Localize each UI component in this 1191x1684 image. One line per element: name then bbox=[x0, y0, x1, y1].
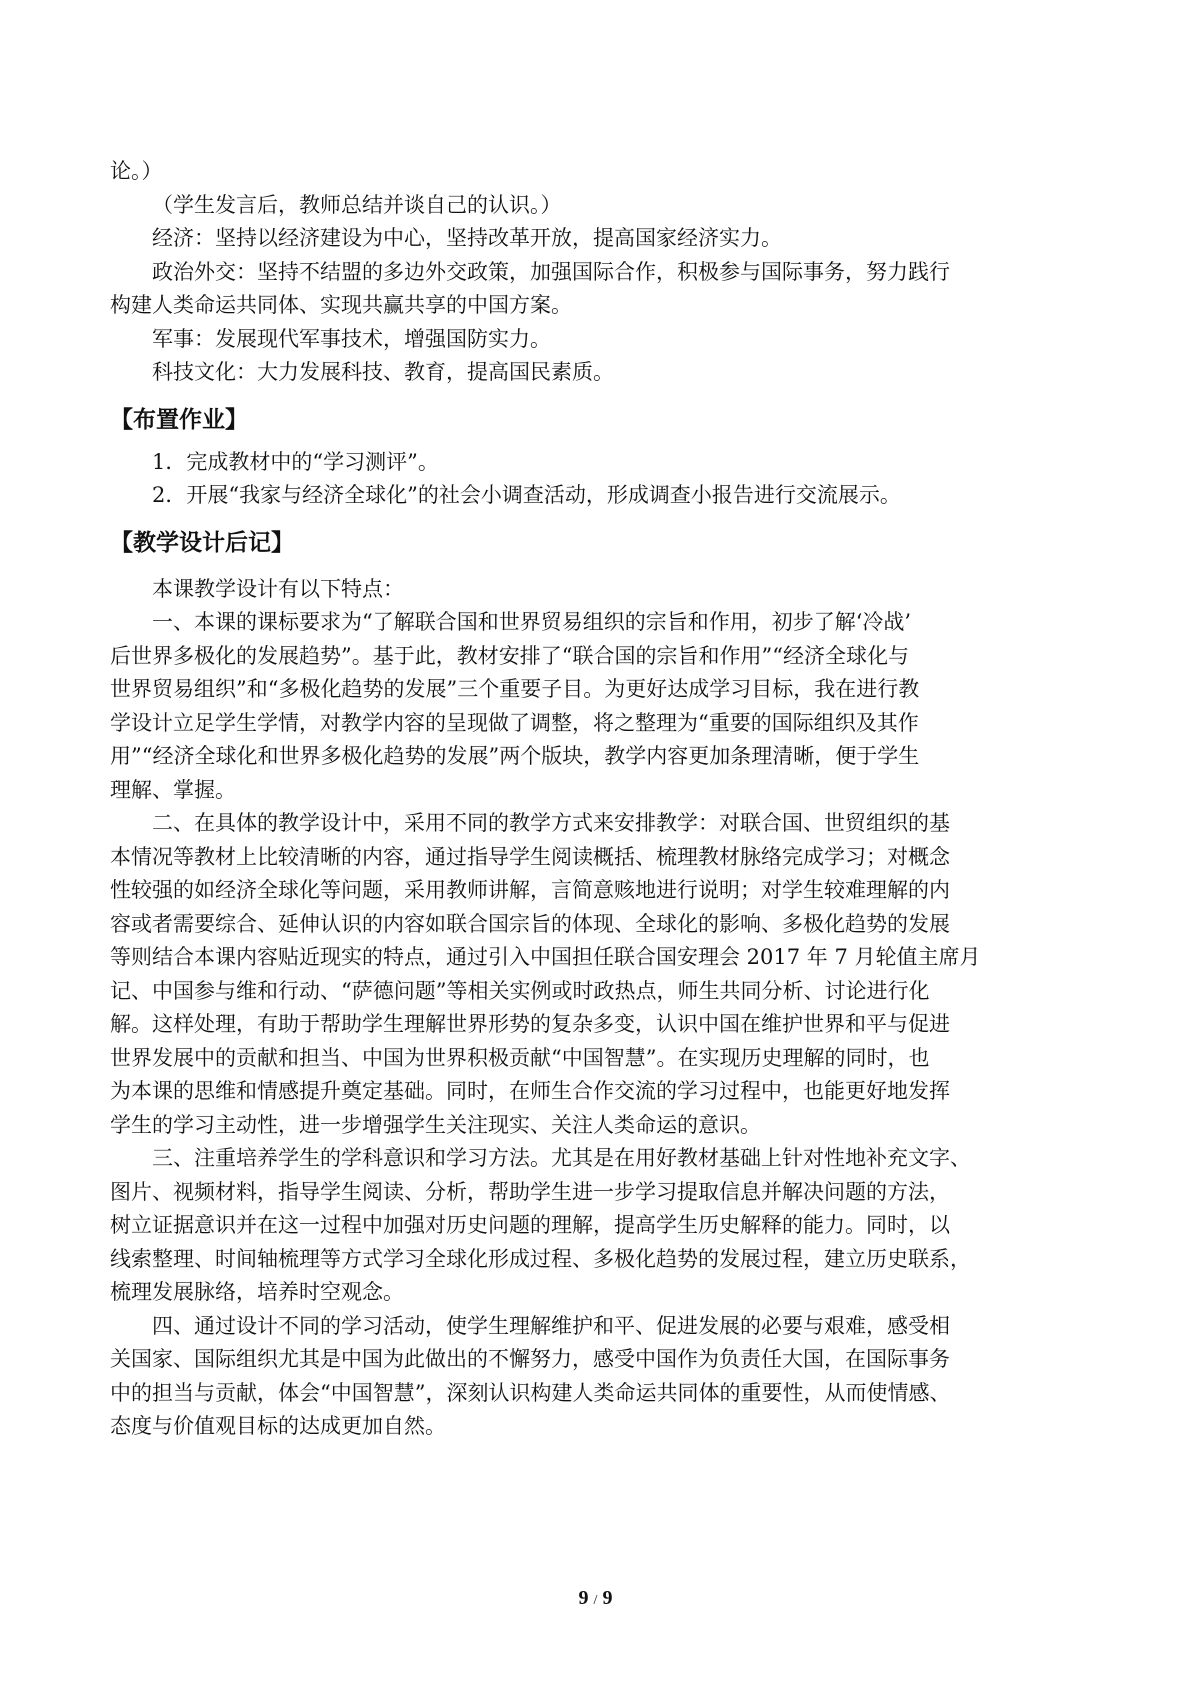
text-line: 线索整理、时间轴梳理等方式学习全球化形成过程、多极化趋势的发展过程，建立历史联系， bbox=[110, 1246, 971, 1271]
text-line: 中的担当与贡献，体会“中国智慧”，深刻认识构建人类命运共同体的重要性，从而使情感、 bbox=[110, 1380, 951, 1405]
text-line: 学生的学习主动性，进一步增强学生关注现实、关注人类命运的意识。 bbox=[110, 1112, 761, 1137]
text-line: 军事：发展现代军事技术，增强国防实力。 bbox=[152, 326, 551, 351]
text-line: 二、在具体的教学设计中，采用不同的教学方式来安排教学：对联合国、世贸组织的基 bbox=[152, 811, 950, 835]
document-page bbox=[110, 155, 1100, 1444]
text-line: 态度与价值观目标的达成更加自然。 bbox=[110, 1414, 446, 1438]
text-line: 世界发展中的贡献和担当、中国为世界积极贡献“中国智慧”。在实现历史理解的同时，也 bbox=[110, 1045, 930, 1070]
text-line: 三、注重培养学生的学科意识和学习方法。尤其是在用好教材基础上针对性地补充文字、 bbox=[152, 1146, 971, 1170]
text-line: 政治外交：坚持不结盟的多边外交政策，加强国际合作，积极参与国际事务，努力践行 bbox=[152, 259, 950, 284]
text-line: 解。这样处理，有助于帮助学生理解世界形势的复杂多变，认识中国在维护世界和平与促进 bbox=[110, 1012, 950, 1036]
text-line: 学设计立足学生学情，对教学内容的呈现做了调整，将之整理为“重要的国际组织及其作 bbox=[110, 710, 919, 735]
homework-heading: 【布置作业】 bbox=[110, 406, 248, 433]
page-separator: / bbox=[593, 1593, 598, 1608]
text-line: 梳理发展脉络，培养时空观念。 bbox=[110, 1280, 404, 1304]
text-line: （学生发言后，教师总结并谈自己的认识。） bbox=[152, 192, 562, 217]
page-total: 9 bbox=[602, 1587, 613, 1609]
text-line: 图片、视频材料，指导学生阅读、分析，帮助学生进一步学习提取信息并解决问题的方法， bbox=[110, 1179, 950, 1204]
text-line: 记、中国参与维和行动、“萨德问题”等相关实例或时政热点，师生共同分析、讨论进行化 bbox=[110, 978, 930, 1003]
text-line: 后世界多极化的发展趋势”。基于此，教材安排了“联合国的宗旨和作用”“经济全球化与 bbox=[110, 643, 909, 668]
page-current: 9 bbox=[578, 1587, 589, 1609]
text-line: 理解、掌握。 bbox=[110, 777, 236, 802]
text-line: 本情况等教材上比较清晰的内容，通过指导学生阅读概括、梳理教材脉络完成学习；对概念 bbox=[110, 844, 950, 869]
text-line: 用”“经济全球化和世界多极化趋势的发展”两个版块，教学内容更加条理清晰，便于学生 bbox=[110, 744, 920, 768]
text-line: 论。） bbox=[110, 159, 163, 183]
text-line: 构建人类命运共同体、实现共赢共享的中国方案。 bbox=[110, 293, 572, 317]
text-line: 四、通过设计不同的学习活动，使学生理解维护和平、促进发展的必要与艰难，感受相 bbox=[152, 1313, 950, 1338]
text-line: 本课教学设计有以下特点： bbox=[152, 576, 404, 601]
text-line: 科技文化：大力发展科技、教育，提高国民素质。 bbox=[152, 360, 614, 384]
text-line: 一、本课的课标要求为“了解联合国和世界贸易组织的宗旨和作用，初步了解‘冷战’ bbox=[152, 610, 912, 634]
text-line: 树立证据意识并在这一过程中加强对历史问题的理解，提高学生历史解释的能力。同时，以 bbox=[110, 1213, 950, 1237]
text-line: 容或者需要综合、延伸认识的内容如联合国宗旨的体现、全球化的影响、多极化趋势的发展 bbox=[110, 911, 950, 936]
text-line: 关国家、国际组织尤其是中国为此做出的不懈努力，感受中国作为负责任大国，在国际事务 bbox=[110, 1347, 950, 1371]
text-line: 世界贸易组织”和“多极化趋势的发展”三个重要子目。为更好达成学习目标，我在进行教 bbox=[110, 677, 920, 701]
text-line: 等则结合本课内容贴近现实的特点，通过引入中国担任联合国安理会 2017 年 7 月轮值主席月 bbox=[110, 945, 981, 969]
postscript-heading: 【教学设计后记】 bbox=[110, 529, 294, 556]
page-number bbox=[0, 1587, 1191, 1610]
text-line: 性较强的如经济全球化等问题，采用教师讲解，言简意赅地进行说明；对学生较难理解的内 bbox=[110, 878, 950, 902]
homework-item: 2．开展“我家与经济全球化”的社会小调查活动，形成调查小报告进行交流展示。 bbox=[152, 483, 901, 507]
text-line: 为本课的思维和情感提升奠定基础。同时，在师生合作交流的学习过程中，也能更好地发挥 bbox=[110, 1079, 950, 1103]
homework-item: 1．完成教材中的“学习测评”。 bbox=[152, 449, 439, 474]
text-line: 经济：坚持以经济建设为中心，坚持改革开放，提高国家经济实力。 bbox=[152, 226, 782, 250]
